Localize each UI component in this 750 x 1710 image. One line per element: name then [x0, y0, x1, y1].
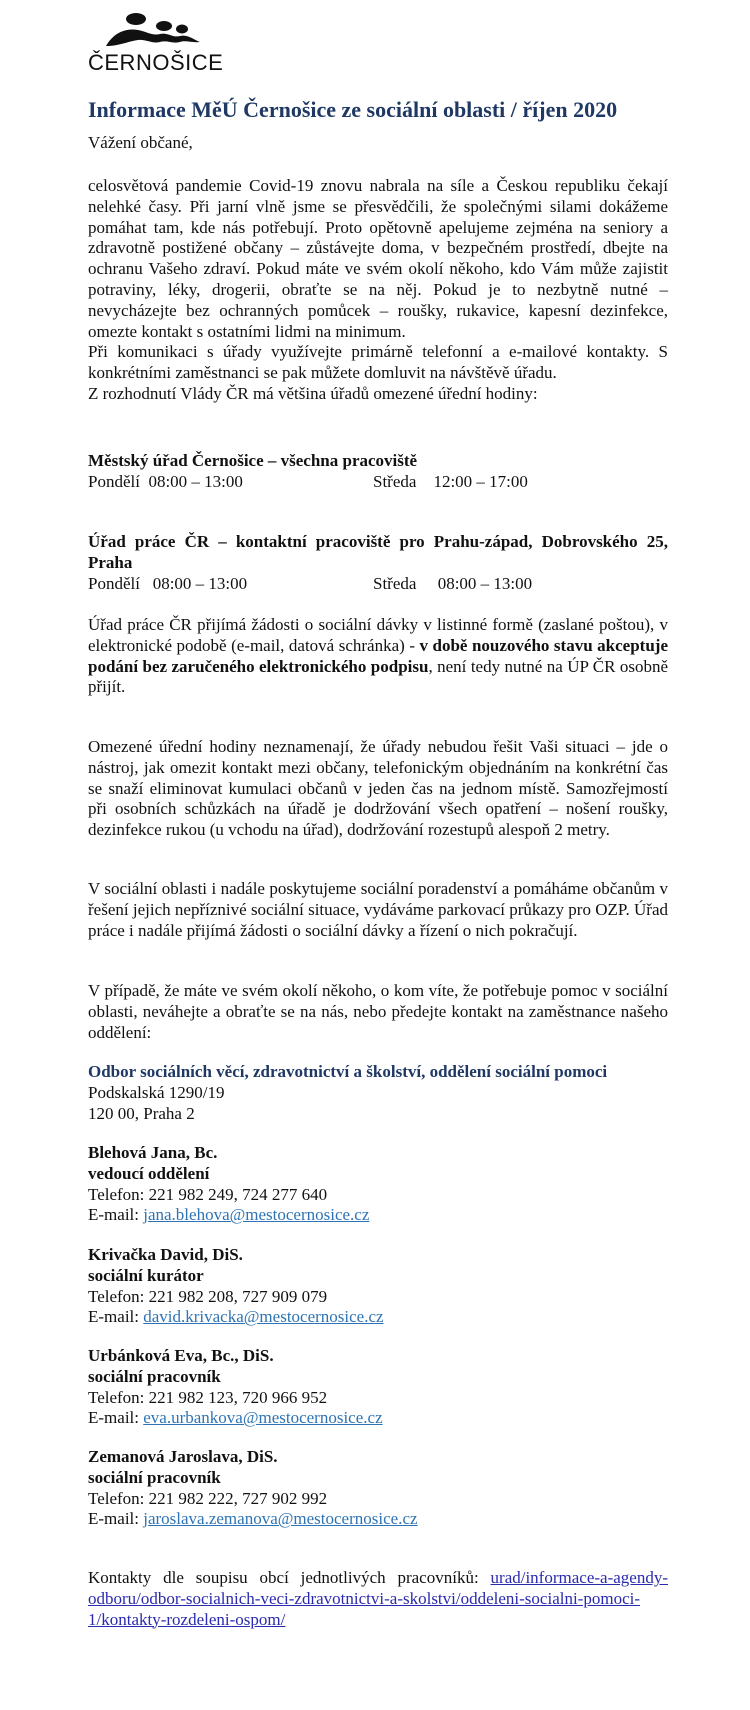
- contact-name: Blehová Jana, Bc.: [88, 1143, 218, 1162]
- contact-card: [88, 1245, 668, 1328]
- footer-text: Kontakty dle soupisu obcí jednotlivých pracovníků:: [88, 1568, 491, 1587]
- contact-phone: Telefon: 221 982 222, 727 902 992: [88, 1488, 328, 1508]
- contact-email-link[interactable]: david.krivacka@mestocernosice.cz: [143, 1307, 384, 1327]
- contact-card: [88, 1143, 668, 1226]
- contact-phone: Telefon: 221 982 123, 720 966 952: [88, 1387, 328, 1407]
- office-hours-row: [88, 472, 243, 492]
- contact-role: vedoucí oddělení: [88, 1163, 210, 1183]
- contact-email-link[interactable]: eva.urbankova@mestocernosice.cz: [143, 1408, 383, 1428]
- contact-email-link[interactable]: jaroslava.zemanova@mestocernosice.cz: [143, 1509, 418, 1529]
- cernosice-logo: [88, 12, 224, 75]
- contact-name: Urbánková Eva, Bc., DiS.: [88, 1346, 274, 1365]
- contact-role: sociální pracovník: [88, 1467, 221, 1487]
- office-hours-row: [88, 574, 247, 594]
- email-label: E-mail:: [88, 1408, 144, 1428]
- hours-day: Pondělí: [88, 574, 140, 593]
- hours-day: Středa: [373, 472, 417, 491]
- contact-name: Krivačka David, DiS.: [88, 1245, 243, 1264]
- up-text: Úřad práce ČR přijímá žádosti o sociální dávky v listinné formě (zaslané poštou), v elektronické podobě (e-mail, datová schránka) -: [88, 615, 668, 655]
- email-label: E-mail:: [88, 1509, 144, 1529]
- help-paragraph: V případě, že máte ve svém okolí někoho, o kom víte, že potřebuje pomoc v sociální oblasti, neváhejte a obraťte se na nás, nebo předejte kontakt na zaměstnance našeho oddělení:: [88, 981, 668, 1042]
- office-hours-row: [373, 574, 532, 594]
- hours-time: 08:00 – 13:00: [152, 574, 248, 593]
- contact-name: Zemanová Jaroslava, DiS.: [88, 1447, 278, 1466]
- logo-text: ČERNOŠICE: [88, 50, 224, 75]
- contacts-distribution-link[interactable]: urad/informace-a-agendy-odboru/odbor-socialnich-veci-zdravotnictvi-a-skolstvi/oddeleni-socialni-pomoci-1/kontakty-rozdeleni-ospom/: [88, 1568, 668, 1629]
- department-block: [88, 1062, 668, 1124]
- cernosice-logo-icon: [104, 12, 204, 50]
- hours-day: Středa: [373, 574, 417, 593]
- hours-time: 08:00 – 13:00: [437, 574, 533, 593]
- intro-paragraph: [88, 176, 668, 405]
- hours-time: 08:00 – 13:00: [148, 472, 243, 491]
- social-area-paragraph: V sociální oblasti i nadále poskytujeme sociální poradenství a pomáháme občanům v řešení jejich nepříznivé sociální situace, vydáváme parkovací průkazy pro OZP. Úřad práce i nadále přijímá žádosti o sociální dávky a řízení o nich pokračují.: [88, 879, 668, 940]
- office-name: Městský úřad Černošice – všechna pracoviště: [88, 451, 418, 470]
- contact-phone: Telefon: 221 982 208, 727 909 079: [88, 1286, 328, 1306]
- contact-card: [88, 1346, 668, 1429]
- contact-role: sociální pracovník: [88, 1366, 221, 1386]
- hours-intro-text: Z rozhodnutí Vlády ČR má většina úřadů omezené úřední hodiny:: [88, 383, 538, 403]
- intro-text: celosvětová pandemie Covid-19 znovu nabrala na síle a Českou republiku čekají nelehké časy. Při jarní vlně jsme se přesvědčili, že společnými silami dokážeme pomáhat tam, kde nás potřebují. Proto opětovně apelujeme zejména na seniory a zdravotně postižené občany – zůstávejte doma, v bezpečném prostředí, dbejte na ochranu Vašeho zdraví. Pokud máte ve svém okolí někoho, kdo Vám může zajistit potraviny, léky, drogerii, obraťte se na něj. Pokud je to nezbytně nutné – nevycházejte bez ochranných pomůcek – roušky, rukavice, kapesní dezinfekce, omezte kontakt s ostatními lidmi na minimum.: [88, 176, 668, 341]
- page-title: Informace MěÚ Černošice ze sociální oblasti / říjen 2020: [88, 97, 618, 122]
- up-text: , není tedy nutné na ÚP ČR osobně přijít.: [88, 656, 668, 697]
- hours-time: 12:00 – 17:00: [433, 472, 528, 491]
- footer-paragraph: [88, 1568, 668, 1630]
- greeting: Vážení občané,: [88, 133, 193, 152]
- department-name: Odbor sociálních věcí, zdravotnictví a školství, oddělení sociální pomoci: [88, 1062, 608, 1081]
- department-city: 120 00, Praha 2: [88, 1103, 195, 1123]
- email-label: E-mail:: [88, 1307, 144, 1327]
- contact-phone: Telefon: 221 982 249, 724 277 640: [88, 1184, 328, 1204]
- office-name: Úřad práce ČR – kontaktní pracoviště pro Prahu-západ, Dobrovského 25, Praha: [88, 532, 668, 572]
- limited-hours-paragraph: Omezené úřední hodiny neznamenají, že úřady nebudou řešit Vaši situaci – jde o nástroj, jak omezit kontakt mezi občany, telefonickým objednáním na konkrétní čas se snaží eliminovat kumulaci občanů v jeden čas na jednom místě. Samozřejmostí při osobních schůzkách na úřadě je dodržování všech opatření – nošení roušky, dezinfekce rukou (u vchodu na úřad), dodržování rozestupů alespoň 2 metry.: [88, 737, 668, 840]
- up-bold-text: v době nouzového stavu akceptuje podání bez zaručeného elektronického podpisu: [88, 635, 668, 676]
- up-paragraph: [88, 615, 668, 698]
- email-label: E-mail:: [88, 1205, 144, 1225]
- contact-card: [88, 1447, 668, 1530]
- office-hours-row: [373, 472, 528, 492]
- contact-email-link[interactable]: jana.blehova@mestocernosice.cz: [143, 1205, 370, 1225]
- communication-text: Při komunikaci s úřady využívejte primárně telefonní a e-mailové kontakty. S konkrétními zaměstnanci se pak můžete domluvit na návštěvě úřadu.: [88, 342, 668, 383]
- department-street: Podskalská 1290/19: [88, 1082, 225, 1102]
- hours-day: Pondělí: [88, 472, 140, 491]
- contact-role: sociální kurátor: [88, 1265, 204, 1285]
